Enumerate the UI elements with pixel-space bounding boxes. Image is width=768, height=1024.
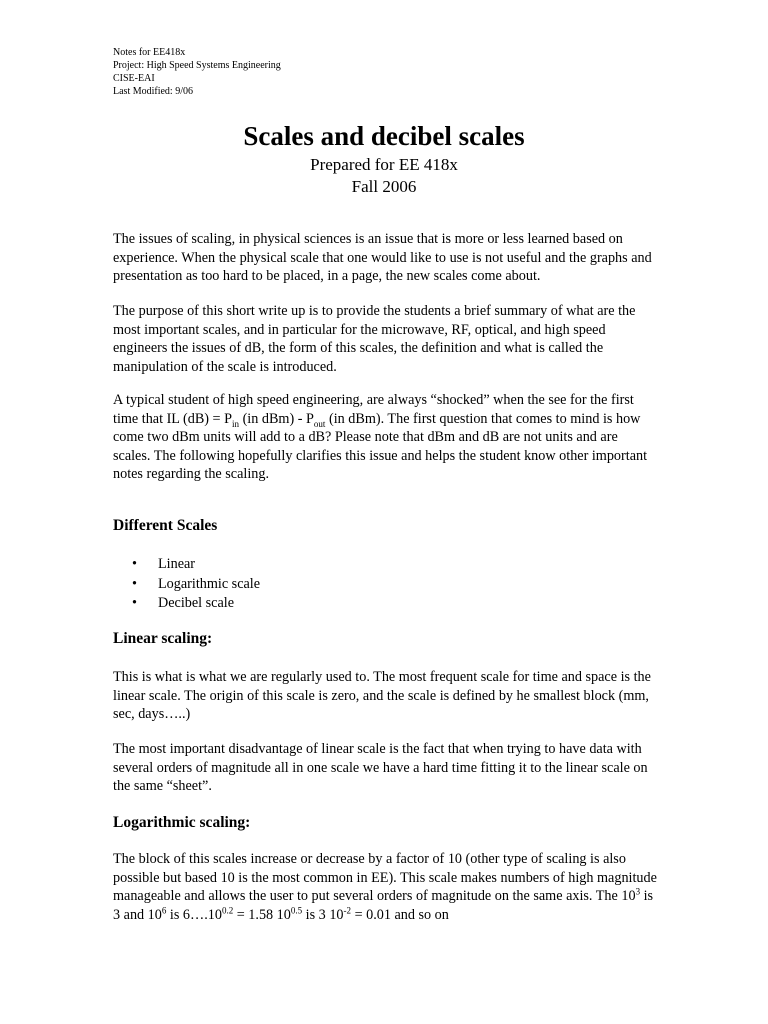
subtitle-prepared: Prepared for EE 418x [310, 155, 458, 174]
bullet-icon: • [132, 595, 137, 611]
list-item [113, 575, 260, 595]
header-course: Notes for EE418x [113, 47, 186, 58]
superscript: 0.5 [290, 904, 303, 915]
scales-list [113, 555, 260, 614]
paragraph-logarithmic [113, 850, 658, 924]
text-span: is 3 and 10 [113, 888, 654, 923]
subscript: in [232, 418, 240, 429]
header-project: Project: High Speed Systems Engineering [113, 60, 281, 71]
text-span: (in dBm). The first question that comes to mind is how come two dBm units will add to a dB? Please note that dBm and dB are not units and are scales. The following hopefully clarifies this issue and helps the student know other important notes regarding the scaling. [113, 410, 648, 482]
title-block [0, 118, 768, 198]
heading-linear-scaling: Linear scaling: [113, 630, 213, 647]
text-span: is 6….10 [166, 906, 222, 923]
bullet-icon: • [132, 556, 137, 572]
text-span: is 3 10 [302, 906, 344, 923]
subscript: out [313, 418, 326, 429]
list-item-label: Logarithmic scale [158, 575, 261, 592]
text-span: = 0.01 and so on [351, 906, 449, 923]
superscript: 3 [635, 886, 641, 897]
list-item-label: Decibel scale [158, 595, 235, 611]
bullet-icon: • [132, 575, 137, 592]
header-org: CISE-EAI [113, 73, 155, 84]
paragraph-shocked [113, 391, 658, 484]
superscript: 6 [161, 904, 167, 915]
heading-different-scales: Different Scales [113, 517, 218, 534]
document-header [113, 46, 281, 98]
subtitle-term: Fall 2006 [351, 177, 417, 196]
text-span: The block of this scales increase or decrease by a factor of 10 (other type of scaling is also possible but based 10 is the most common in EE). This scale makes numbers of high magnitude manageable and allows the user to put several orders of magnitude on the same axis. The 10 [113, 851, 657, 904]
header-modified: Last Modified: 9/06 [113, 86, 193, 97]
heading-logarithmic-scaling: Logarithmic scaling: [113, 814, 251, 831]
paragraph-intro: The issues of scaling, in physical sciences is an issue that is more or less learned based on experience. When the physical scale that one would like to use is not useful and the graphs and presentation as too hard to be placed, in a page, the new scales come about. [113, 231, 652, 284]
paragraph-linear: This is what is what we are regularly used to. The most frequent scale for time and space is the linear scale. The origin of this scale is zero, and the scale is defined by he smallest block (mm, sec, days…..) [113, 669, 651, 722]
paragraph-purpose: The purpose of this short write up is to provide the students a brief summary of what are the most important scales, and in particular for the microwave, RF, optical, and high speed engineers the issues of dB, the form of this scales, the definition and what is called the manipulation of the scale is introduced. [113, 303, 636, 375]
text-span: A typical student of high speed engineering, are always “shocked” when the see for the first time that IL (dB) = P [113, 392, 634, 427]
text-span: = 1.58 10 [233, 906, 291, 923]
list-item [113, 594, 260, 614]
paragraph-linear-disadvantage: The most important disadvantage of linear scale is the fact that when trying to have data with several orders of magnitude all in one scale we have a hard time fitting it to the linear scale on the same “sheet”. [113, 741, 648, 794]
superscript: 0.2 [221, 904, 234, 915]
list-item-label: Linear [158, 556, 196, 572]
superscript: -2 [343, 904, 352, 915]
text-span: (in dBm) - P [239, 410, 314, 427]
list-item [113, 555, 260, 575]
page-title: Scales and decibel scales [243, 121, 525, 151]
